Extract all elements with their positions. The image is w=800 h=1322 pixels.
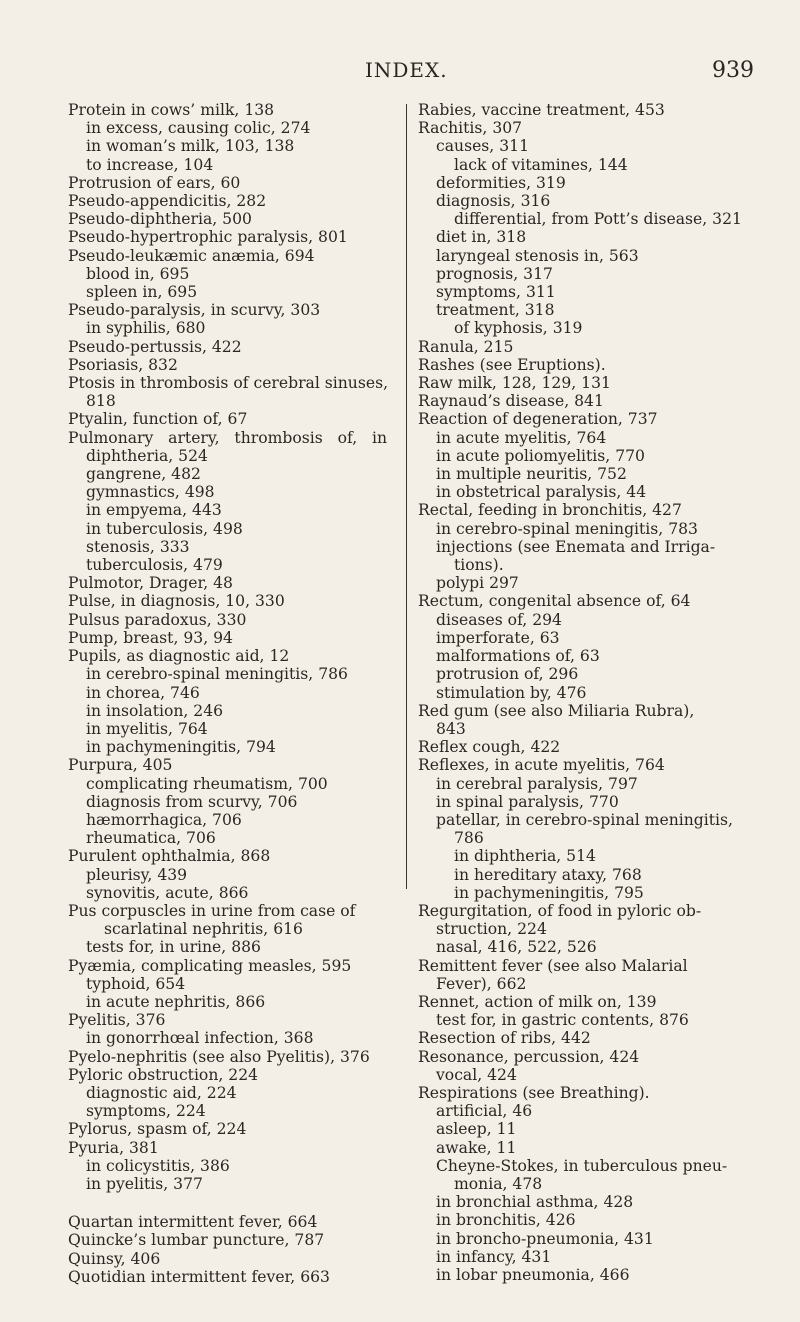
index-subentry: in hereditary ataxy, 768	[454, 865, 642, 884]
index-entry: Red gum (see also Miliaria Rubra),	[418, 701, 695, 720]
index-subentry: struction, 224	[436, 920, 547, 939]
index-subentry: in cerebral paralysis, 797	[436, 774, 638, 793]
index-subentry: in empyema, 443	[86, 501, 222, 520]
index-entry: Pulmonary artery, thrombosis of, in	[68, 428, 388, 447]
index-subentry: in cerebro-spinal meningitis, 786	[86, 665, 348, 684]
index-subentry: in chorea, 746	[86, 683, 200, 702]
index-subentry: typhoid, 654	[86, 974, 186, 993]
index-subentry: Cheyne-Stokes, in tuberculous pneu-	[436, 1156, 728, 1175]
index-subentry: monia, 478	[454, 1174, 543, 1193]
index-subentry: in infancy, 431	[436, 1247, 552, 1266]
index-subentry: protrusion of, 296	[436, 665, 579, 684]
index-entry: Quotidian intermittent fever, 663	[68, 1267, 330, 1286]
index-subentry: in pachymeningitis, 795	[454, 883, 644, 902]
index-subentry: in syphilis, 680	[86, 319, 206, 338]
index-subentry: in insolation, 246	[86, 701, 224, 720]
index-subentry: laryngeal stenosis in, 563	[436, 246, 639, 265]
index-subentry: causes, 311	[436, 137, 529, 156]
index-entry: Regurgitation, of food in pyloric ob-	[418, 901, 702, 920]
index-subentry: in obstetrical paralysis, 44	[436, 483, 647, 502]
index-subentry: malformations of, 63	[436, 647, 600, 666]
index-subentry: pleurisy, 439	[86, 865, 188, 884]
index-entry: Quartan intermittent fever, 664	[68, 1213, 318, 1232]
index-subentry: scarlatinal nephritis, 616	[104, 920, 303, 939]
index-entry: Pulmotor, Drager, 48	[68, 574, 233, 593]
index-subentry: artificial, 46	[436, 1102, 533, 1121]
index-column-left	[68, 101, 389, 1286]
index-subentry: awake, 11	[436, 1138, 517, 1157]
index-subentry: patellar, in cerebro-spinal meningitis,	[436, 810, 733, 829]
index-subentry: in acute nephritis, 866	[86, 992, 266, 1011]
index-entry: Pyæmia, complicating measles, 595	[68, 956, 352, 975]
index-subentry: deformities, 319	[436, 173, 566, 192]
index-entry: Quincke’s lumbar puncture, 787	[68, 1231, 325, 1250]
index-subentry: diseases of, 294	[436, 610, 562, 629]
index-entry: Ptyalin, function of, 67	[68, 410, 248, 429]
index-subentry: polypi 297	[436, 574, 519, 593]
index-subentry: in gonorrhœal infection, 368	[86, 1029, 314, 1048]
index-entry: Pseudo-paralysis, in scurvy, 303	[68, 301, 321, 320]
index-entry: Pseudo-diphtheria, 500	[68, 210, 252, 229]
index-subentry: diagnostic aid, 224	[86, 1083, 237, 1102]
index-subentry: in excess, causing colic, 274	[86, 119, 311, 138]
index-entry: Quinsy, 406	[68, 1249, 161, 1268]
index-entry: Pus corpuscles in urine from case of	[68, 901, 356, 920]
index-entry: Raw milk, 128, 129, 131	[418, 374, 611, 393]
column-divider	[406, 104, 407, 889]
page-number: 939	[712, 58, 754, 83]
index-subentry: in acute myelitis, 764	[436, 428, 607, 447]
index-entry: Protrusion of ears, 60	[68, 173, 241, 192]
section-gap	[68, 1193, 386, 1213]
index-subentry: in colicystitis, 386	[86, 1156, 230, 1175]
index-entry: Remittent fever (see also Malarial	[418, 956, 688, 975]
index-entry: Pseudo-pertussis, 422	[68, 337, 242, 356]
index-subentry: in diphtheria, 514	[454, 847, 596, 866]
index-subentry: complicating rheumatism, 700	[86, 774, 328, 793]
index-subentry: in lobar pneumonia, 466	[436, 1266, 630, 1284]
index-entry: Ranula, 215	[418, 337, 514, 356]
index-entry: Rennet, action of milk on, 139	[418, 992, 657, 1011]
index-entry: Pump, breast, 93, 94	[68, 628, 233, 647]
index-entry: Pyelitis, 376	[68, 1011, 166, 1030]
index-subentry: nasal, 416, 522, 526	[436, 938, 597, 957]
index-subentry: symptoms, 311	[436, 283, 556, 302]
index-subentry: diagnosis, 316	[436, 192, 551, 211]
index-subentry: spleen in, 695	[86, 283, 198, 302]
index-subentry: to increase, 104	[86, 155, 214, 174]
index-entry: Rectal, feeding in bronchitis, 427	[418, 501, 682, 520]
index-entry: Pseudo-hypertrophic paralysis, 801	[68, 228, 348, 247]
index-subentry: tions).	[454, 556, 504, 575]
index-subentry: 843	[436, 719, 466, 738]
index-entry: Rachitis, 307	[418, 119, 523, 138]
index-subentry: injections (see Enemata and Irriga-	[436, 537, 716, 556]
index-entry: Pyelo-nephritis (see also Pyelitis), 376	[68, 1047, 370, 1066]
index-subentry: Fever), 662	[436, 974, 527, 993]
index-subentry: 818	[86, 392, 116, 411]
index-subentry: in tuberculosis, 498	[86, 519, 243, 538]
index-subentry: in multiple neuritis, 752	[436, 465, 627, 484]
index-entry: Pyloric obstruction, 224	[68, 1065, 259, 1084]
index-subentry: in bronchitis, 426	[436, 1211, 576, 1230]
index-entry: Purpura, 405	[68, 756, 173, 775]
index-entry: Pulsus paradoxus, 330	[68, 610, 247, 629]
index-subentry: tuberculosis, 479	[86, 556, 223, 575]
index-entry: Resonance, percussion, 424	[418, 1047, 640, 1066]
index-subentry: differential, from Pott’s disease, 321	[454, 210, 742, 229]
index-subentry: stimulation by, 476	[436, 683, 587, 702]
index-subentry: test for, in gastric contents, 876	[436, 1011, 689, 1030]
index-entry: Ptosis in thrombosis of cerebral sinuses,	[68, 374, 389, 393]
index-subentry: rheumatica, 706	[86, 829, 216, 848]
index-subentry: in broncho-pneumonia, 431	[436, 1229, 654, 1248]
index-subentry: diphtheria, 524	[86, 446, 208, 465]
index-subentry: stenosis, 333	[86, 537, 190, 556]
index-entry: Pylorus, spasm of, 224	[68, 1120, 247, 1139]
index-subentry: treatment, 318	[436, 301, 555, 320]
index-subentry: prognosis, 317	[436, 264, 553, 283]
index-subentry: diagnosis from scurvy, 706	[86, 792, 298, 811]
index-subentry: in spinal paralysis, 770	[436, 792, 619, 811]
index-subentry: of kyphosis, 319	[454, 319, 583, 338]
index-entry: Pseudo-leukæmic anæmia, 694	[68, 246, 315, 265]
index-entry: Protein in cows’ milk, 138	[68, 101, 275, 119]
page-title: INDEX.	[365, 58, 448, 82]
index-entry: Resection of ribs, 442	[418, 1029, 591, 1048]
index-subentry: asleep, 11	[436, 1120, 517, 1139]
index-entry: Psoriasis, 832	[68, 355, 178, 374]
index-entry: Rashes (see Eruptions).	[418, 355, 606, 374]
index-entry: Reflex cough, 422	[418, 738, 561, 757]
index-subentry: lack of vitamines, 144	[454, 155, 628, 174]
index-subentry: imperforate, 63	[436, 628, 560, 647]
index-entry: Purulent ophthalmia, 868	[68, 847, 271, 866]
index-subentry: synovitis, acute, 866	[86, 883, 249, 902]
index-subentry: in pachymeningitis, 794	[86, 738, 276, 757]
index-entry: Pupils, as diagnostic aid, 12	[68, 647, 290, 666]
index-subentry: in woman’s milk, 103, 138	[86, 137, 295, 156]
index-entry: Raynaud’s disease, 841	[418, 392, 604, 411]
index-subentry: in cerebro-spinal meningitis, 783	[436, 519, 698, 538]
index-entry: Pyuria, 381	[68, 1138, 159, 1157]
index-subentry: in bronchial asthma, 428	[436, 1193, 634, 1212]
index-subentry: symptoms, 224	[86, 1102, 206, 1121]
index-subentry: diet in, 318	[436, 228, 527, 247]
index-entry: Pseudo-appendicitis, 282	[68, 192, 267, 211]
index-subentry: in pyelitis, 377	[86, 1174, 203, 1193]
index-subentry: hæmorrhagica, 706	[86, 810, 242, 829]
index-subentry: gangrene, 482	[86, 465, 201, 484]
index-entry: Rabies, vaccine treatment, 453	[418, 101, 665, 119]
index-entry: Respirations (see Breathing).	[418, 1083, 650, 1102]
index-subentry: tests for, in urine, 886	[86, 938, 261, 957]
page-header	[0, 58, 800, 84]
index-entry: Reflexes, in acute myelitis, 764	[418, 756, 665, 775]
index-subentry: in myelitis, 764	[86, 719, 208, 738]
index-subentry: vocal, 424	[436, 1065, 517, 1084]
index-entry: Rectum, congenital absence of, 64	[418, 592, 691, 611]
index-column-right	[418, 101, 753, 1284]
index-subentry: blood in, 695	[86, 264, 190, 283]
index-subentry: gymnastics, 498	[86, 483, 215, 502]
index-entry: Pulse, in diagnosis, 10, 330	[68, 592, 285, 611]
index-subentry: 786	[454, 829, 484, 848]
index-subentry: in acute poliomyelitis, 770	[436, 446, 645, 465]
index-entry: Reaction of degeneration, 737	[418, 410, 658, 429]
